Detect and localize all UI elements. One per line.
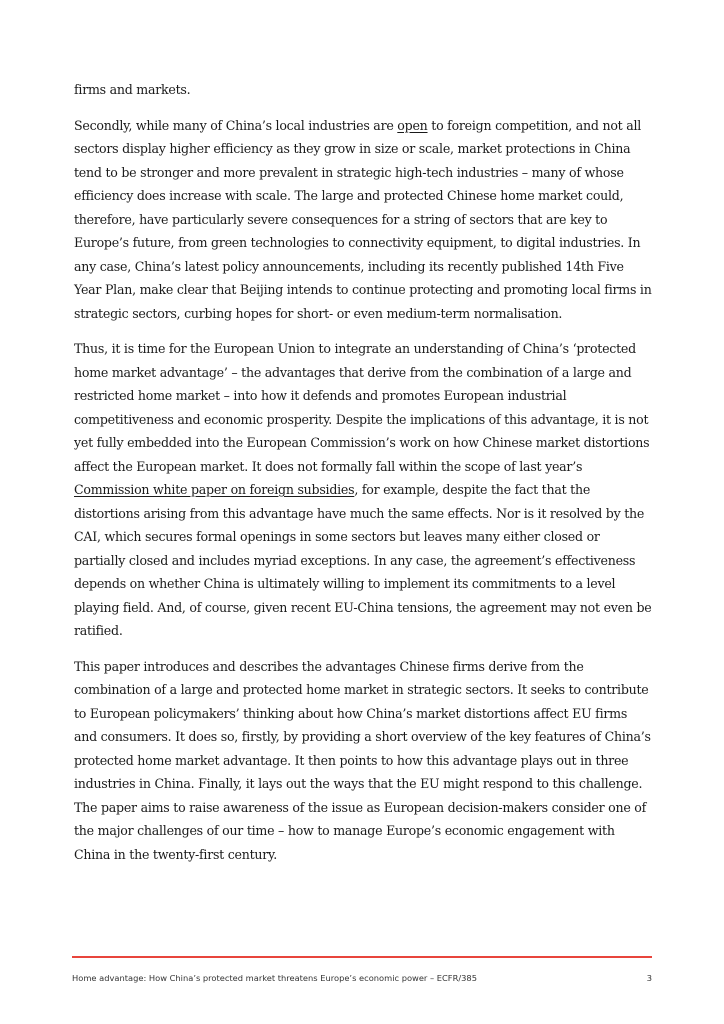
open-link[interactable]: open — [397, 117, 428, 133]
footer-title: Home advantage: How China’s protected market threatens Europe’s economic power – ECFR/385 — [72, 973, 477, 983]
paragraph-text: firms and markets. — [74, 82, 191, 97]
paragraph-thus — [74, 337, 652, 643]
page-number: 3 — [646, 973, 652, 983]
paragraph-text: Thus, it is time for the European Union to integrate an understanding of China’s ‘protected home market advantage’ – the advantages that derive from the combination of a large and restricted home market – into how it defends and promotes European industrial competitiveness and economic prosperity. Despite the implications of this advantage, it is not yet fully embedded into the European Commission’s work on how Chinese market distortions affect the European market. It does not formally fall within the scope of last year’s — [74, 341, 650, 474]
white-paper-link[interactable]: Commission white paper on foreign subsidies — [74, 482, 355, 497]
paragraph-text: This paper introduces and describes the advantages Chinese firms derive from the combination of a large and protected home market in strategic sectors. It seeks to contribute to European policymakers’ thinking about how China’s market distortions affect EU firms and consumers. It does so, firstly, by providing a short overview of the key features of China’s protected home market advantage. It then points to how this advantage plays out in three industries in China. Finally, it lays out the ways that the EU might respond to this challenge. The paper aims to raise awareness of the issue as European decision-makers consider one of the major challenges of our time – how to manage Europe’s economic engagement with China in the twenty-first century. — [74, 658, 651, 862]
paragraph-text: Secondly, while many of China’s local industries are — [74, 117, 398, 133]
page-footer — [72, 973, 652, 983]
paragraph-secondly — [74, 114, 652, 326]
paragraph-intro-end — [74, 78, 652, 102]
paragraph-text: , for example, despite the fact that the distortions arising from this advantage have much the same effects. Nor is it resolved by the CAI, which secures formal openings in some sectors but leaves many either closed or partially closed and includes myriad exceptions. In any case, the agreement’s effectiveness depends on whether China is ultimately willing to implement its commitments to a level playing field. And, of course, given recent EU-China tensions, the agreement may not even be ratified. — [74, 482, 652, 638]
footer-divider — [72, 956, 652, 958]
paragraph-text: to foreign competition, and not all sectors display higher efficiency as they grow in size or scale, market protections in China tend to be stronger and more prevalent in strategic high-tech industries – many of whose efficiency does increase with scale. The large and protected Chinese home market could, therefore, have particularly severe consequences for a string of sectors that are key to Europe’s future, from green technologies to connectivity equipment, to digital industries. In any case, China’s latest policy announcements, including its recently published 14th Five Year Plan, make clear that Beijing intends to continue protecting and promoting local firms in strategic sectors, curbing hopes for short- or even medium-term normalisation. — [74, 117, 652, 321]
document-body — [74, 78, 652, 878]
paragraph-this-paper — [74, 655, 652, 867]
